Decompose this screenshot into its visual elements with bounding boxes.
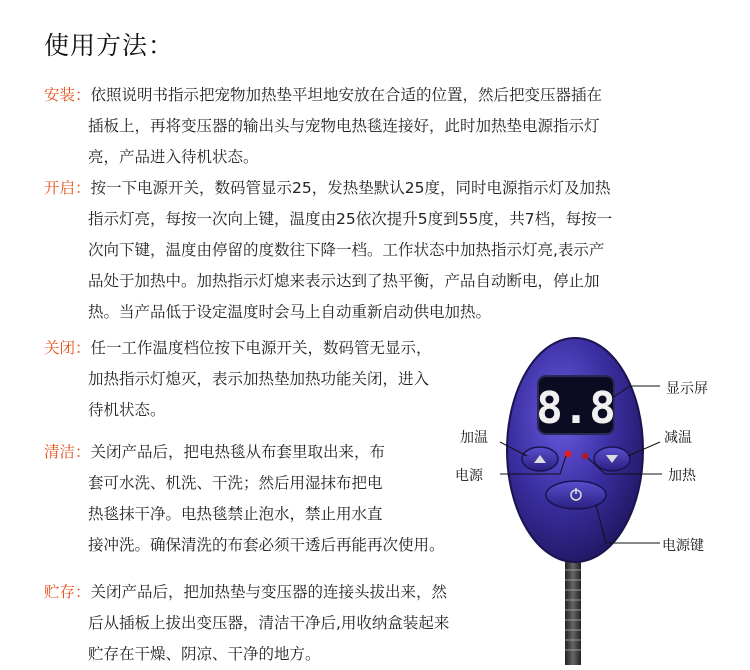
section-line: 按一下电源开关，数码管显示25，发热垫默认25度，同时电源指示灯及加热 xyxy=(90,179,611,197)
section-line: 品处于加热中。加热指示灯熄来表示达到了热平衡，产品自动断电，停止加 xyxy=(88,272,600,290)
section-line: 插板上，再将变压器的输出头与宠物电热毯连接好，此时加热垫电源指示灯 xyxy=(88,117,600,135)
heat-led xyxy=(582,453,588,459)
power-button xyxy=(546,481,606,509)
cable xyxy=(565,560,581,665)
label-heat-led: 加热 xyxy=(668,468,696,484)
label-display: 显示屏 xyxy=(666,381,708,397)
label-temp-down: 减温 xyxy=(664,430,692,446)
section-label: 贮存： xyxy=(44,583,91,601)
section-line: 套可水洗、机洗、干洗；然后用湿抹布把电 xyxy=(88,474,383,492)
section-label: 开启： xyxy=(44,179,91,197)
section-line: 亮，产品进入待机状态。 xyxy=(88,148,259,166)
section-line: 关闭产品后，把电热毯从布套里取出来，布 xyxy=(90,443,386,461)
display-digits: 8.8 xyxy=(536,383,616,434)
label-temp-up: 加温 xyxy=(460,430,488,446)
label-power-key: 电源键 xyxy=(662,538,704,554)
section-line: 接冲洗。确保清洗的布套必须干透后再能再次使用。 xyxy=(88,536,445,554)
section-label: 清洁： xyxy=(44,443,91,461)
section-line: 关闭产品后，把加热垫与变压器的连接头拔出来，然 xyxy=(90,583,448,601)
label-power-led: 电源 xyxy=(455,468,483,484)
section-label: 安装： xyxy=(44,86,91,104)
section-line: 次向下键，温度由停留的度数往下降一档。工作状态中加热指示灯亮,表示产 xyxy=(88,241,605,259)
section-label: 关闭： xyxy=(44,339,91,357)
section-line: 任一工作温度档位按下电源开关，数码管无显示， xyxy=(90,339,432,357)
section-line: 指示灯亮，每按一次向上键，温度由25依次提升5度到55度，共7档，每按一 xyxy=(88,210,613,228)
section-line: 热。当产品低于设定温度时会马上自动重新启动供电加热。 xyxy=(88,303,492,321)
section-line: 依照说明书指示把宠物加热垫平坦地安放在合适的位置，然后把变压器插在 xyxy=(90,86,603,104)
page-title: 使用方法： xyxy=(44,31,175,60)
section-line: 待机状态。 xyxy=(88,401,166,419)
section-line: 热毯抹干净。电热毯禁止泡水，禁止用水直 xyxy=(88,505,383,523)
section-line: 贮存在干燥、阴凉、干净的地方。 xyxy=(88,645,321,663)
section-line: 后从插板上拔出变压器，清洁干净后,用收纳盒装起来 xyxy=(88,614,450,632)
section-line: 加热指示灯熄灭，表示加热垫加热功能关闭，进入 xyxy=(88,370,430,388)
